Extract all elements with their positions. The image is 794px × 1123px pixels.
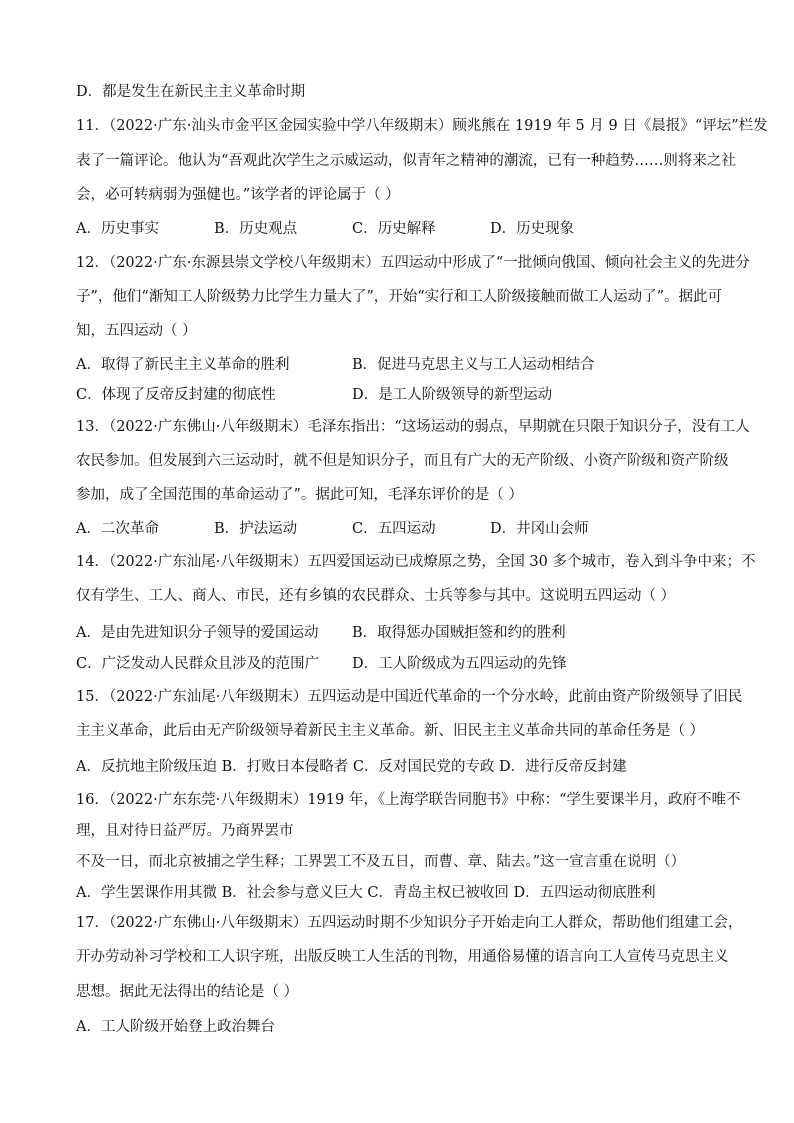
q12-option-a: A．取得了新民主主义革命的胜利 (76, 357, 290, 373)
q14-option-c: C．广泛发动人民群众且涉及的范围广 (76, 656, 320, 672)
q11-option-a: A．历史事实 (76, 221, 159, 237)
q15-line-1: 15．（2022·广东汕尾·八年级期末）五四运动是中国近代革命的一个分水岭，此前由资产阶级领导了旧民 (76, 689, 743, 705)
q17-option-a: A．工人阶级开始登上政治舞台 (76, 1019, 275, 1035)
q13-line-1: 13．（2022·广东佛山·八年级期末）毛泽东指出：“这场运动的弱点，早期就在只限于知识分子，没有工人 (76, 419, 750, 435)
q12-option-c: C．体现了反帝反封建的彻底性 (76, 387, 276, 403)
q14-option-b: B．取得惩办国贼拒签和约的胜利 (352, 625, 566, 641)
q11-line-2: 表了一篇评论。他认为“吾观此次学生之示威运动，似青年之精神的潮流，已有一种趋势……则将来之社 (76, 153, 736, 169)
q13-option-a: A．二次革命 (76, 521, 159, 537)
q17-line-2: 开办劳动补习学校和工人识字班，出版反映工人生活的刊物，用通俗易懂的语言向工人宣传马克思主义 (76, 949, 729, 965)
q12-option-d: D．是工人阶级领导的新型运动 (352, 387, 553, 403)
q11-line-1: 11．（2022·广东·汕头市金平区金园实验中学八年级期末）顾兆熊在 1919 年 5 月 9 日《晨报》“评坛”栏发 (76, 118, 768, 134)
q17-line-1: 17．（2022·广东佛山·八年级期末）五四运动时期不少知识分子开始走向工人群众，帮助他们组建工会， (76, 915, 743, 931)
q12-line-3: 知，五四运动（ ） (76, 323, 197, 339)
q14-option-d: D．工人阶级成为五四运动的先锋 (352, 656, 567, 672)
q14-line-2: 仅有学生、工人、商人、市民，还有乡镇的农民群众、士兵等参与其中。这说明五四运动（ ） (76, 588, 676, 604)
q12-line-1: 12．（2022·广东·东源县崇文学校八年级期末）五四运动中形成了“一批倾向俄国、倾向社会主义的先进分 (76, 255, 750, 271)
q14-line-1: 14．（2022·广东汕尾·八年级期末）五四爱国运动已成燎原之势，全国 30 多个城市，卷入到斗争中来；不 (76, 554, 756, 570)
q13-option-d: D．井冈山会师 (490, 521, 589, 537)
q12-line-2: 子”，他们“渐知工人阶级势力比学生力量大了”，开始“实行和工人阶级接触而做工人运动了”。据此可 (76, 289, 723, 305)
q11-line-3: 会，必可转病弱为强健也。”该学者的评论属于（ ） (76, 187, 400, 203)
q15-options: A．反抗地主阶级压迫 B．打败日本侵略者 C．反对国民党的专政 D．进行反帝反封建 (76, 759, 627, 775)
q11-option-b: B．历史观点 (214, 221, 298, 237)
q16-line-3: 不及一日，而北京被捕之学生释；工界罢工不及五日，而曹、章、陆去。”这一宣言重在说明（） (76, 854, 686, 870)
q17-line-3: 思想。据此无法得出的结论是（ ） (76, 984, 299, 1000)
q11-option-d: D．历史现象 (490, 221, 575, 237)
q16-line-2: 理，且对待日益严厉。乃商界罢市 (76, 823, 294, 839)
q16-options: A．学生罢课作用其微 B．社会参与意义巨大 C．青岛主权已被收回 D．五四运动彻底胜利 (76, 885, 656, 901)
q11-option-c: C．历史解释 (352, 221, 436, 237)
q14-option-a: A．是由先进知识分子领导的爱国运动 (76, 625, 319, 641)
q10-option-d: D．都是发生在新民主主义革命时期 (76, 84, 306, 100)
q16-line-1: 16．（2022·广东东莞·八年级期末）1919 年，《上海学联告同胞书》中称：“学生要课半月，政府不唯不 (76, 792, 741, 808)
q12-option-b: B．促进马克思主义与工人运动相结合 (352, 357, 595, 373)
q13-option-c: C．五四运动 (352, 521, 436, 537)
q15-line-2: 主主义革命，此后由无产阶级领导着新民主主义革命。新、旧民主主义革命共同的革命任务是（ ） (76, 723, 705, 739)
q13-option-b: B．护法运动 (214, 521, 298, 537)
q13-line-2: 农民参加。但发展到六三运动时，就不但是知识分子，而且有广大的无产阶级、小资产阶级和资产阶级 (76, 453, 729, 469)
q13-line-3: 参加，成了全国范围的革命运动了”。据此可知，毛泽东评价的是（ ） (76, 487, 524, 503)
